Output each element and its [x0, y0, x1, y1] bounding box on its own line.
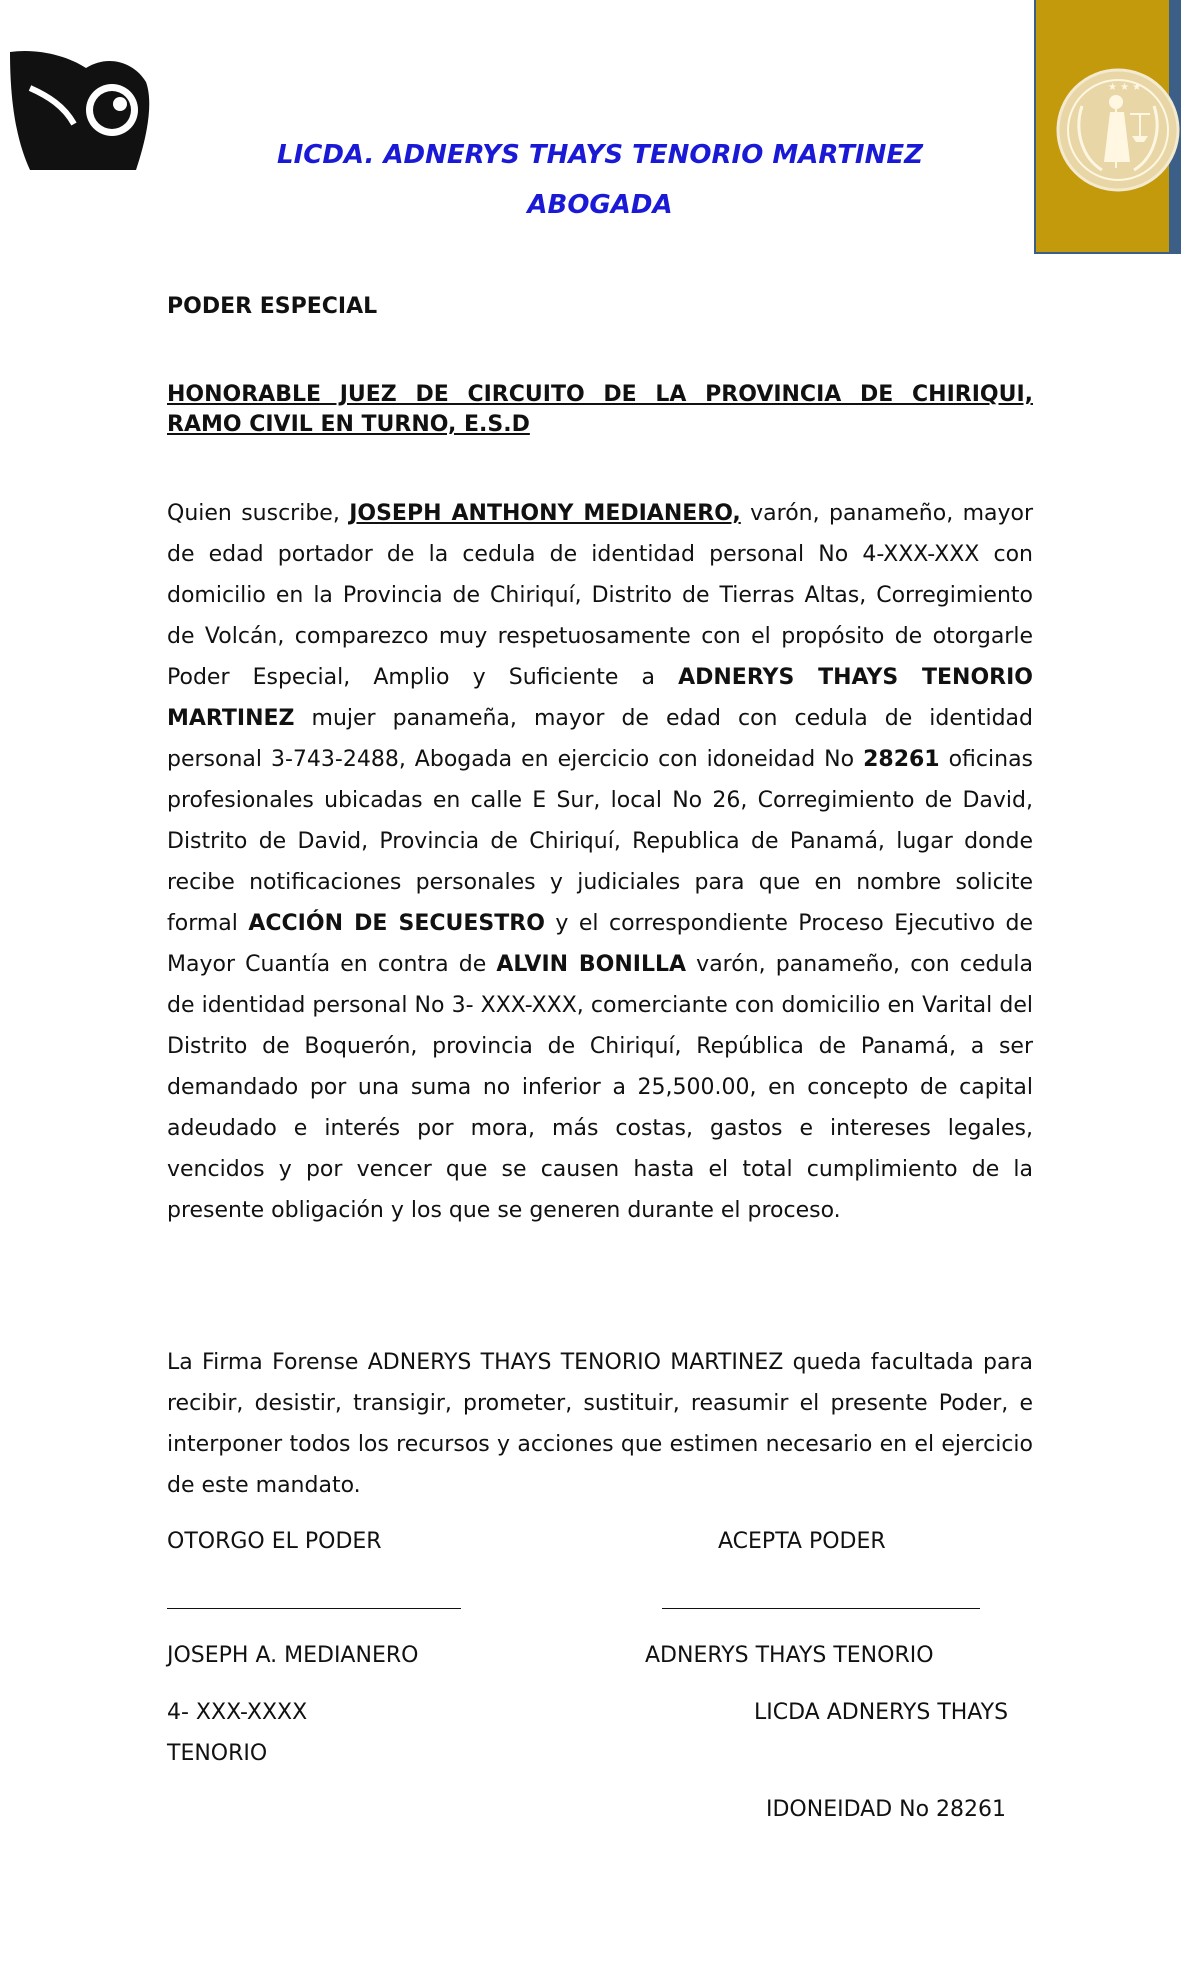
para1-text: Quien suscribe, — [167, 501, 350, 526]
owl-eye-logo — [8, 48, 150, 174]
right-signer-idoneidad: IDONEIDAD No 28261 — [766, 1797, 1007, 1822]
para1-text: y el correspondiente Proceso Ejecutivo de Mayor Cuantía en contra de — [167, 911, 1033, 977]
para1-text: mujer panameña, mayor de edad con cedula de identidad personal 3-743-2488, Abogada en ejercicio con idoneidad No — [167, 706, 1033, 772]
right-signer-name: ADNERYS THAYS TENORIO — [645, 1643, 934, 1668]
left-signature-heading: OTORGO EL PODER — [167, 1529, 382, 1554]
para1-text: oficinas profesionales ubicadas en calle E Sur, local No 26, Corregimiento de David, Distrito de David, Provincia de Chiriquí, Republica de Panamá, lugar donde recibe notificaciones personales y judiciales para que en nombre solicite formal — [167, 747, 1034, 936]
document-title: PODER ESPECIAL — [167, 294, 378, 319]
left-signer-name: JOSEPH A. MEDIANERO — [167, 1643, 419, 1668]
para1-text: varón, panameño, con cedula de identidad personal No 3- XXX-XXX, comerciante con domicilio en Varital del Distrito de Boquerón, provincia de Chiriquí, República de Panamá, a ser demandado por una suma no inferior a 25,500.00, en concepto de capital adeudado e interés por mora, más costas, gastos e intereses legales, vencidos y por vencer que se causen hasta el total cumplimiento de la presente obligación y los que se generen durante el proceso. — [167, 952, 1033, 1223]
right-signature-line — [662, 1608, 980, 1609]
right-signature-heading: ACEPTA PODER — [718, 1529, 886, 1554]
left-signer-id: 4- XXX-XXXX — [167, 1700, 308, 1725]
addressee-line-2: RAMO CIVIL EN TURNO, E.S.D — [167, 412, 530, 437]
right-signer-title: LICDA ADNERYS THAYS — [754, 1700, 1009, 1725]
addressee-line-1: HONORABLE JUEZ DE CIRCUITO DE LA PROVINCIA DE CHIRIQUI, — [167, 382, 1033, 407]
justice-seal-logo — [1054, 66, 1182, 194]
action-type: ACCIÓN DE SECUESTRO — [248, 911, 545, 936]
letterhead-name: LICDA. ADNERYS THAYS TENORIO MARTINEZ — [277, 140, 923, 170]
grantor-name: JOSEPH ANTHONY MEDIANERO, — [349, 501, 741, 526]
main-paragraph — [167, 493, 1033, 1231]
addressee — [167, 380, 1033, 440]
defendant-name: ALVIN BONILLA — [496, 952, 687, 977]
gold-side-panel — [1034, 0, 1181, 254]
idoneidad-number: 28261 — [863, 747, 940, 772]
left-signature-line — [167, 1608, 461, 1609]
faculties-paragraph: La Firma Forense ADNERYS THAYS TENORIO MARTINEZ queda facultada para recibir, desistir, transigir, prometer, sustituir, reasumir el presente Poder, e interponer todos los recursos y acciones que estimen necesario en el ejercicio de este mandato. — [167, 1350, 1033, 1498]
para1-text: varón, panameño, mayor de edad portador de la cedula de identidad personal No 4-XXX-XXX con domicilio en la Provincia de Chiriquí, Distrito de Tierras Altas, Corregimiento de Volcán, comparezco muy respetuosamente con el propósito de otorgarle Poder Especial, Amplio y Suficiente a — [167, 501, 1034, 690]
letterhead-title: ABOGADA — [527, 190, 673, 220]
left-signer-id-line-2: TENORIO — [167, 1741, 268, 1766]
attorney-name: ADNERYS THAYS TENORIO MARTINEZ — [167, 665, 1033, 731]
svg-text:★ ★ ★: ★ ★ ★ — [1108, 82, 1142, 93]
